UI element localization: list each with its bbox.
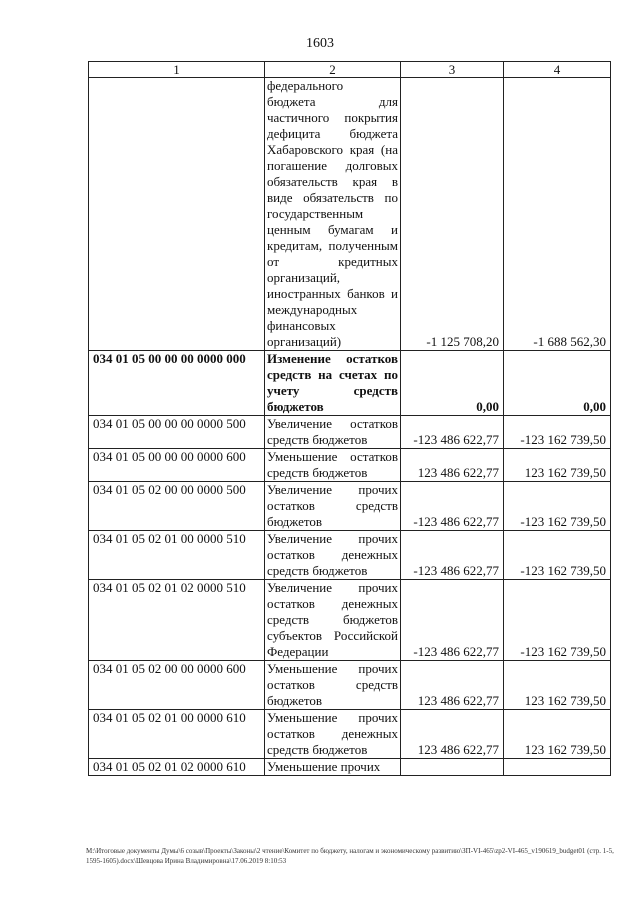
- amount-2021: -1 688 562,30: [504, 78, 611, 351]
- amount-2021: -123 162 739,50: [504, 580, 611, 661]
- item-description: Уменьшение прочих: [265, 759, 401, 776]
- table-body: [89, 62, 611, 776]
- table-row: [89, 78, 611, 351]
- table-row: [89, 759, 611, 776]
- column-header: 3: [401, 62, 504, 78]
- amount-2020: 0,00: [401, 351, 504, 416]
- budget-classification-code: 034 01 05 02 01 00 0000 510: [89, 531, 265, 580]
- budget-classification-code: 034 01 05 02 01 02 0000 610: [89, 759, 265, 776]
- table-row: [89, 449, 611, 482]
- amount-2020: 123 486 622,77: [401, 661, 504, 710]
- amount-2020: -123 486 622,77: [401, 416, 504, 449]
- amount-2021: 0,00: [504, 351, 611, 416]
- table-row: [89, 661, 611, 710]
- table-row: [89, 482, 611, 531]
- item-description: Уменьшение остатков средств бюджетов: [265, 449, 401, 482]
- amount-2021: -123 162 739,50: [504, 416, 611, 449]
- table-row: [89, 580, 611, 661]
- item-description: федерального бюджета для частичного покрытия дефицита бюджета Хабаровского края (на погашение долговых обязательств края в виде обязательств по государственным ценным бумагам и кредитам, полученным от кредитных организаций, иностранных банков и международных финансовых организаций): [265, 78, 401, 351]
- budget-classification-code: [89, 78, 265, 351]
- item-description: Уменьшение прочих остатков денежных средств бюджетов: [265, 710, 401, 759]
- amount-2021: 123 162 739,50: [504, 661, 611, 710]
- amount-2021: -123 162 739,50: [504, 482, 611, 531]
- amount-2020: 123 486 622,77: [401, 449, 504, 482]
- budget-classification-code: 034 01 05 00 00 00 0000 500: [89, 416, 265, 449]
- amount-2020: -123 486 622,77: [401, 580, 504, 661]
- budget-sources-table: [88, 61, 611, 776]
- amount-2020: -1 125 708,20: [401, 78, 504, 351]
- table-row: [89, 531, 611, 580]
- budget-classification-code: 034 01 05 02 00 00 0000 500: [89, 482, 265, 531]
- table-row: [89, 710, 611, 759]
- column-header: 4: [504, 62, 611, 78]
- budget-classification-code: 034 01 05 02 00 00 0000 600: [89, 661, 265, 710]
- item-description: Увеличение остатков средств бюджетов: [265, 416, 401, 449]
- amount-2020: 123 486 622,77: [401, 710, 504, 759]
- item-description: Увеличение прочих остатков средств бюджетов: [265, 482, 401, 531]
- amount-2021: 123 162 739,50: [504, 449, 611, 482]
- page-number: 1603: [306, 36, 334, 51]
- column-header-row: [89, 62, 611, 78]
- amount-2021: -123 162 739,50: [504, 531, 611, 580]
- document-footer-path: M:\Итоговые документы Думы\6 созыв\Проекты\Законы\2 чтение\Комитет по бюджету, налогам и экономическому развитию\ЗП-VI-465\zp2-VI-465_v190619_budget01 (стр. 1-5, 1595-1605).docx\Шевцова Ирина Владимировна\17.06.2019 8:10:53: [86, 847, 614, 865]
- item-description: Изменение остатков средств на счетах по учету средств бюджетов: [265, 351, 401, 416]
- amount-2021: 123 162 739,50: [504, 710, 611, 759]
- amount-2021: [504, 759, 611, 776]
- item-description: Уменьшение прочих остатков средств бюджетов: [265, 661, 401, 710]
- amount-2020: -123 486 622,77: [401, 531, 504, 580]
- column-header: 2: [265, 62, 401, 78]
- budget-classification-code: 034 01 05 00 00 00 0000 600: [89, 449, 265, 482]
- item-description: Увеличение прочих остатков денежных средств бюджетов субъектов Российской Федерации: [265, 580, 401, 661]
- item-description: Увеличение прочих остатков денежных средств бюджетов: [265, 531, 401, 580]
- amount-2020: [401, 759, 504, 776]
- table-row: [89, 351, 611, 416]
- column-header: 1: [89, 62, 265, 78]
- amount-2020: -123 486 622,77: [401, 482, 504, 531]
- budget-classification-code: 034 01 05 02 01 00 0000 610: [89, 710, 265, 759]
- table-row: [89, 416, 611, 449]
- budget-classification-code: 034 01 05 02 01 02 0000 510: [89, 580, 265, 661]
- budget-classification-code: 034 01 05 00 00 00 0000 000: [89, 351, 265, 416]
